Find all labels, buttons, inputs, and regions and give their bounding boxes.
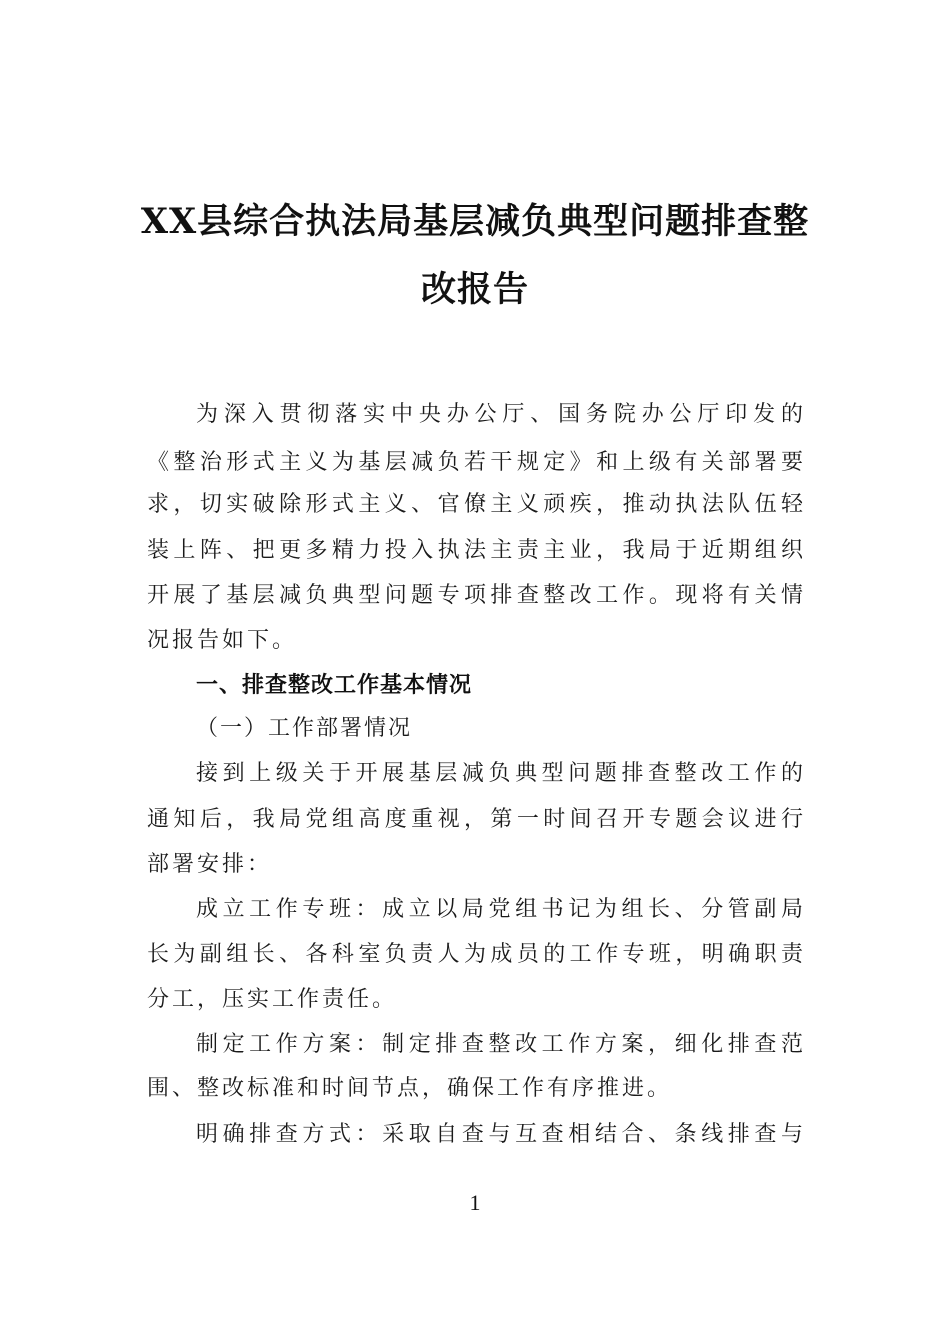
paragraph-line: 成立工作专班：成立以局党组书记为组长、分管副局	[196, 897, 803, 922]
intro-line: 开展了基层减负典型问题专项排查整改工作。现将有关情	[147, 583, 803, 608]
page-number: 1	[469, 1190, 481, 1215]
section-heading: 一、排查整改工作基本情况	[196, 673, 473, 698]
paragraph-line: 通知后，我局党组高度重视，第一时间召开专题会议进行	[147, 807, 803, 832]
paragraph-line: 接到上级关于开展基层减负典型问题排查整改工作的	[196, 761, 803, 786]
paragraph-line: 围、整改标准和时间节点，确保工作有序推进。	[147, 1076, 673, 1101]
paragraph-line: 明确排查方式：采取自查与互查相结合、条线排查与	[196, 1122, 803, 1147]
intro-line: 况报告如下。	[147, 628, 298, 653]
intro-line: 为深入贯彻落实中央办公厅、国务院办公厅印发的	[196, 402, 803, 427]
intro-line: 装上阵、把更多精力投入执法主责主业，我局于近期组织	[147, 538, 803, 563]
paragraph-line: 制定工作方案：制定排查整改工作方案，细化排查范	[196, 1032, 803, 1057]
subsection-heading: （一）工作部署情况	[196, 716, 413, 741]
paragraph-line: 长为副组长、各科室负责人为成员的工作专班，明确职责	[147, 942, 803, 967]
document-title-line-2: 改报告	[420, 269, 529, 310]
document-title-line-1: XX县综合执法局基层减负典型问题排查整	[140, 201, 810, 242]
paragraph-line: 分工，压实工作责任。	[147, 987, 398, 1012]
paragraph-line: 部署安排：	[147, 852, 273, 877]
intro-line: 《整治形式主义为基层减负若干规定》和上级有关部署要	[147, 450, 803, 475]
intro-line: 求，切实破除形式主义、官僚主义顽疾，推动执法队伍轻	[147, 492, 803, 517]
